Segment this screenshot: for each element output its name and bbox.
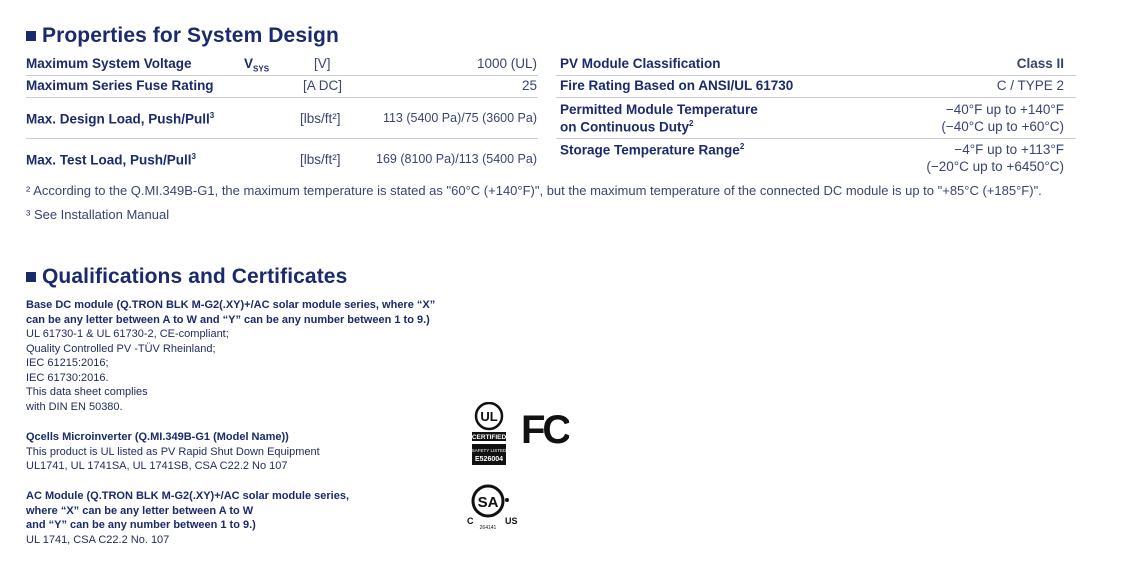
row-value-design-load: 113 (5400 Pa)/75 (3600 Pa) (382, 111, 537, 125)
qual-line: This product is UL listed as PV Rapid Shut Down Equipment (26, 445, 320, 458)
qual-line: This data sheet complies (26, 386, 148, 398)
qual-block-base-dc (26, 298, 435, 414)
qual-heading-line: can be any letter between A to W and “Y” can be any number between 1 to 9.) (26, 313, 430, 326)
divider (26, 75, 538, 76)
ul-number-text: E526004 (474, 456, 504, 463)
row-label-pv-classification: PV Module Classification (560, 56, 721, 71)
footnote-2: ² According to the Q.MI.349B-G1, the maximum temperature is stated as "60°C (+140°F)", but the maximum temperature of the connected DC module is up to "+85°C (+185°F)". (26, 183, 1042, 198)
title-square-icon (26, 272, 36, 282)
section1-title-text: Properties for System Design (42, 24, 339, 47)
csa-left-text: C (467, 516, 474, 526)
row-label-design-load: Max. Design Load, Push/Pull$^3$ (26, 111, 215, 127)
csa-number-text: 264141 (479, 525, 497, 531)
qual-block-ac-module (26, 489, 349, 547)
qual-line: UL 1741, CSA C22.2 No. 107 (26, 533, 170, 546)
qual-heading-line: Base DC module (Q.TRON BLK M-G2(.XY)+/AC solar module series, where “X” (26, 299, 436, 311)
qual-line: Quality Controlled PV -TÜV Rheinland; (26, 342, 216, 355)
ul-certified-logo (471, 402, 507, 465)
footnote-3: ³ See Installation Manual (26, 207, 170, 222)
qual-heading-line: AC Module (Q.TRON BLK M-G2(.XY)+/AC solar module series, (26, 490, 350, 502)
row-label-module-temp-2: on Continuous Duty$^2$ (560, 119, 694, 135)
row-label-fuse-rating: Maximum Series Fuse Rating (26, 78, 214, 93)
row-value-test-load: 169 (8100 Pa)/113 (5400 Pa) (376, 152, 537, 166)
csa-logo (466, 482, 522, 532)
row-label-storage-temp: Storage Temperature Range$^2$ (560, 142, 745, 158)
ul-safety-text: SAFETY LISTED (471, 448, 507, 453)
title-square-icon (26, 31, 36, 41)
qual-heading-line: and “Y” can be any number between 1 to 9.) (26, 519, 256, 531)
row-value-storage-temp-1: −4°F up to +113°F (954, 142, 1064, 157)
row-label-module-temp-1: Permitted Module Temperature (560, 102, 758, 117)
row-value-fuse: 25 (521, 78, 537, 93)
divider (556, 75, 1076, 76)
row-unit-design-load: [lbs/ft²] (300, 111, 341, 126)
row-unit-fuse: [A DC] (303, 78, 343, 93)
row-label-fire-rating: Fire Rating Based on ANSI/UL 61730 (560, 78, 794, 93)
ul-certified-text: CERTIFIED (471, 434, 507, 441)
qual-heading-line: where “X” can be any letter between A to W (26, 504, 254, 517)
qual-line: IEC 61215:2016; (26, 357, 109, 369)
qual-line: with DIN EN 50380. (26, 400, 123, 413)
section-title-properties (26, 24, 339, 48)
row-value-fire-rating: C / TYPE 2 (996, 78, 1064, 93)
row-label-max-system-voltage: Maximum System Voltage (26, 56, 192, 71)
divider (26, 97, 538, 98)
qual-line: IEC 61730:2016. (26, 371, 109, 384)
section2-title-text: Qualifications and Certificates (42, 265, 348, 288)
svg-text:SA: SA (477, 494, 499, 511)
divider (26, 138, 538, 139)
qual-line: UL1741, UL 1741SA, UL 1741SB, CSA C22.2 No 107 (26, 460, 288, 472)
divider (556, 97, 1076, 98)
ul-logo-text: UL (480, 409, 498, 424)
row-value-storage-temp-2: (−20°C up to +6450°C) (926, 159, 1064, 174)
row-value-voltage: 1000 (UL) (476, 56, 537, 71)
row-label-test-load: Max. Test Load, Push/Pull$^3$ (26, 152, 196, 168)
qual-block-microinverter (26, 430, 320, 474)
fcc-text: FC (521, 408, 569, 448)
row-value-module-temp-1: −40°F up to +140°F (945, 102, 1064, 117)
row-value-module-temp-2: (−40°C up to +60°C) (941, 119, 1064, 134)
fcc-logo (521, 406, 569, 448)
qual-heading-line: Qcells Microinverter (Q.MI.349B-G1 (Model Name)) (26, 431, 289, 443)
row-unit-test-load: [lbs/ft²] (300, 152, 341, 167)
row-value-pv-classification: Class II (1016, 56, 1064, 71)
qual-line: UL 61730-1 & UL 61730-2, CE-compliant; (26, 328, 229, 340)
divider (556, 138, 1076, 139)
vsys-symbol: $V_{SYS}$ (244, 56, 270, 74)
csa-right-text: US (505, 516, 518, 526)
section-title-qualifications (26, 265, 347, 289)
row-unit-voltage: [V] (314, 56, 331, 71)
